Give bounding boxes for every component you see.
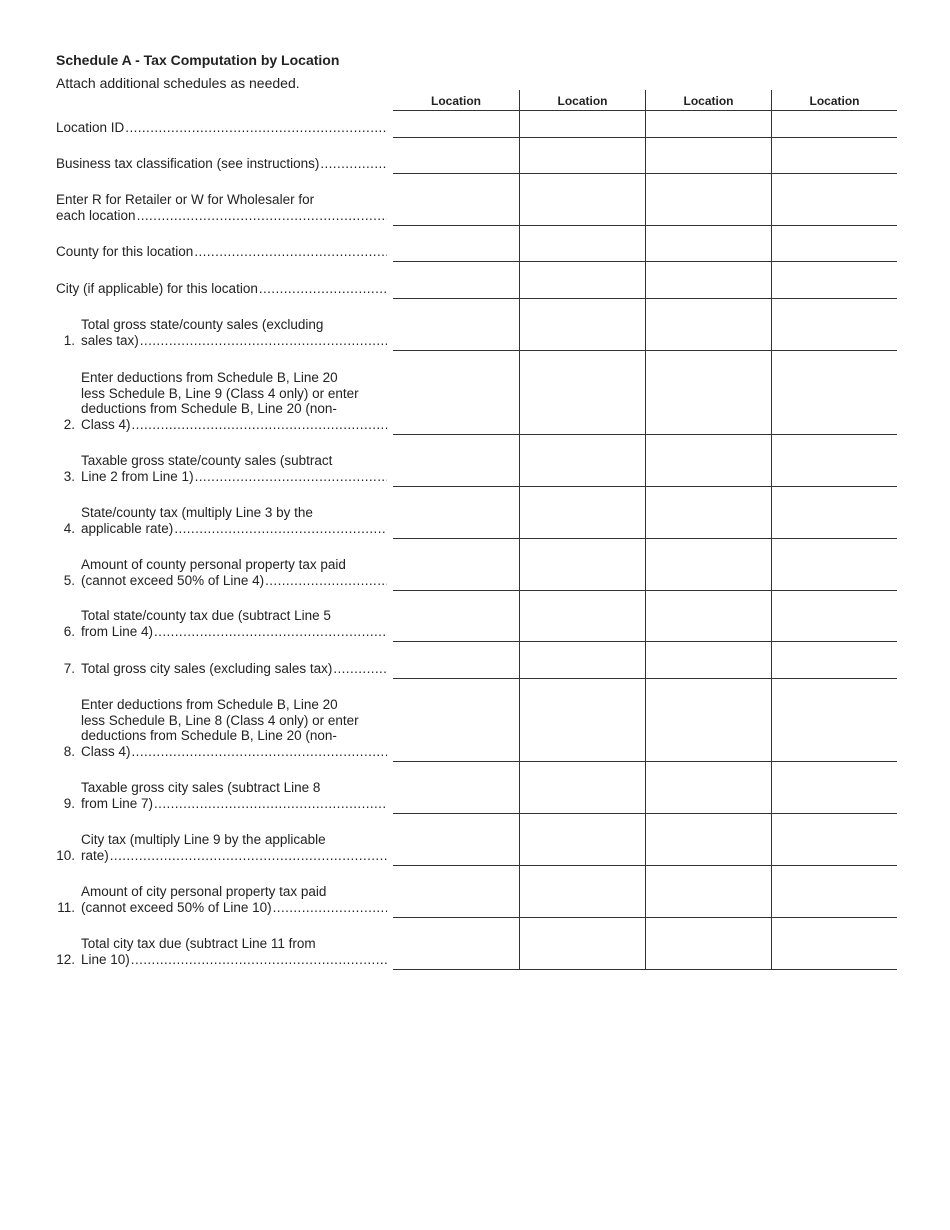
location-3-field[interactable]	[645, 866, 771, 918]
location-4-field[interactable]	[771, 299, 897, 351]
location-2-field[interactable]	[519, 642, 645, 679]
row-label-text: Enter deductions from Schedule B, Line 20	[81, 370, 338, 385]
column-headers	[393, 90, 897, 111]
column-header-location-1: Location	[393, 90, 519, 111]
row-label	[56, 505, 387, 536]
column-header-location-2: Location	[519, 90, 645, 111]
row-label	[56, 156, 387, 172]
line-number: 8.	[63, 743, 75, 759]
dot-leader	[131, 952, 387, 968]
dot-leader	[137, 208, 387, 224]
row-label-text: County for this location	[56, 243, 194, 259]
location-1-field[interactable]	[393, 679, 519, 762]
line-number: 1.	[63, 332, 75, 348]
dot-leader	[154, 796, 387, 812]
location-2-field[interactable]	[519, 435, 645, 487]
line-number: 9.	[63, 795, 75, 811]
location-3-field[interactable]	[645, 435, 771, 487]
location-1-field[interactable]	[393, 866, 519, 918]
row-label	[56, 608, 387, 639]
row-label-text: Amount of county personal property tax paid	[81, 557, 346, 572]
row-label-text: Class 4)	[81, 743, 131, 759]
row-label	[56, 936, 387, 967]
row-label-text: City (if applicable) for this location	[56, 280, 258, 296]
table-row	[0, 111, 950, 138]
row-label	[56, 281, 387, 297]
line-number: 10.	[56, 847, 75, 863]
line-number: 6.	[63, 623, 75, 639]
row-label-text: City tax (multiply Line 9 by the applicable	[81, 832, 326, 847]
row-label-text: Business tax classification (see instructions)	[56, 155, 320, 171]
location-1-field[interactable]	[393, 762, 519, 814]
table-row	[0, 262, 950, 299]
location-2-field[interactable]	[519, 918, 645, 970]
location-3-field[interactable]	[645, 762, 771, 814]
location-1-field[interactable]	[393, 918, 519, 970]
location-2-field[interactable]	[519, 351, 645, 435]
row-label-text: each location	[56, 207, 136, 223]
location-4-field[interactable]	[771, 174, 897, 226]
location-2-field[interactable]	[519, 111, 645, 138]
row-label	[56, 370, 387, 432]
row-label	[56, 317, 387, 348]
location-1-field[interactable]	[393, 351, 519, 435]
table-row	[0, 679, 950, 762]
location-3-field[interactable]	[645, 487, 771, 539]
location-3-field[interactable]	[645, 539, 771, 591]
row-label	[56, 780, 387, 811]
row-label-text: deductions from Schedule B, Line 20 (non-	[81, 728, 337, 743]
row-label-text: Line 2 from Line 1)	[81, 468, 194, 484]
location-2-field[interactable]	[519, 866, 645, 918]
row-label-text: Total gross state/county sales (excluding	[81, 317, 324, 332]
location-4-field[interactable]	[771, 866, 897, 918]
table-row	[0, 539, 950, 591]
table-row	[0, 299, 950, 351]
dot-leader	[333, 661, 387, 677]
row-label-text: deductions from Schedule B, Line 20 (non-	[81, 401, 337, 416]
row-label-text: Enter R for Retailer or W for Wholesaler for	[56, 192, 315, 207]
row-label-text: Total gross city sales (excluding sales tax)	[81, 660, 333, 676]
location-4-field[interactable]	[771, 262, 897, 299]
location-3-field[interactable]	[645, 111, 771, 138]
dot-leader	[154, 624, 387, 640]
line-number: 11.	[57, 899, 75, 915]
location-3-field[interactable]	[645, 814, 771, 866]
schedule-title: Schedule A - Tax Computation by Location	[56, 52, 340, 68]
row-label-text: Taxable gross state/county sales (subtract	[81, 453, 333, 468]
line-number: 12.	[56, 951, 75, 967]
dot-leader	[195, 469, 387, 485]
location-3-field[interactable]	[645, 138, 771, 174]
row-label	[56, 884, 387, 915]
line-number: 2.	[63, 416, 75, 432]
location-2-field[interactable]	[519, 814, 645, 866]
location-1-field[interactable]	[393, 814, 519, 866]
location-2-field[interactable]	[519, 591, 645, 642]
location-2-field[interactable]	[519, 679, 645, 762]
dot-leader	[132, 417, 387, 433]
row-label-text: Class 4)	[81, 416, 131, 432]
line-number: 5.	[63, 572, 75, 588]
location-2-field[interactable]	[519, 299, 645, 351]
line-number: 7.	[63, 660, 75, 676]
location-2-field[interactable]	[519, 174, 645, 226]
row-label-text: Line 10)	[81, 951, 130, 967]
location-1-field[interactable]	[393, 642, 519, 679]
schedule-subtitle: Attach additional schedules as needed.	[56, 75, 300, 91]
column-header-location-3: Location	[645, 90, 771, 111]
location-3-field[interactable]	[645, 299, 771, 351]
row-label-text: Total city tax due (subtract Line 11 from	[81, 936, 316, 951]
table-row	[0, 642, 950, 679]
location-3-field[interactable]	[645, 351, 771, 435]
location-4-field[interactable]	[771, 539, 897, 591]
row-label-text: Location ID	[56, 119, 125, 135]
location-4-field[interactable]	[771, 762, 897, 814]
row-label-text: (cannot exceed 50% of Line 4)	[81, 572, 265, 588]
column-header-location-4: Location	[771, 90, 897, 111]
dot-leader	[273, 900, 387, 916]
location-3-field[interactable]	[645, 679, 771, 762]
row-label	[56, 192, 387, 223]
dot-leader	[110, 848, 387, 864]
row-label-text: from Line 7)	[81, 795, 154, 811]
location-4-field[interactable]	[771, 111, 897, 138]
row-label-text: Amount of city personal property tax paid	[81, 884, 327, 899]
location-3-field[interactable]	[645, 918, 771, 970]
row-label-text: Taxable gross city sales (subtract Line 8	[81, 780, 321, 795]
dot-leader	[259, 281, 387, 297]
row-label	[56, 557, 387, 588]
dot-leader	[194, 244, 387, 260]
row-label-text: Enter deductions from Schedule B, Line 20	[81, 697, 338, 712]
location-3-field[interactable]	[645, 226, 771, 262]
row-label-text: from Line 4)	[81, 623, 154, 639]
location-2-field[interactable]	[519, 539, 645, 591]
location-2-field[interactable]	[519, 487, 645, 539]
location-1-field[interactable]	[393, 174, 519, 226]
row-label	[56, 697, 387, 759]
dot-leader	[265, 573, 387, 589]
location-2-field[interactable]	[519, 262, 645, 299]
row-label-text: applicable rate)	[81, 520, 174, 536]
location-4-field[interactable]	[771, 138, 897, 174]
line-number: 4.	[63, 520, 75, 536]
row-label-text: State/county tax (multiply Line 3 by the	[81, 505, 313, 520]
location-1-field[interactable]	[393, 299, 519, 351]
row-label-text: less Schedule B, Line 9 (Class 4 only) or enter	[81, 385, 359, 401]
row-label-text: rate)	[81, 847, 109, 863]
table-row	[0, 226, 950, 262]
table-row	[0, 435, 950, 487]
table-row	[0, 487, 950, 539]
location-4-field[interactable]	[771, 814, 897, 866]
dot-leader	[140, 333, 387, 349]
location-1-field[interactable]	[393, 487, 519, 539]
row-label-text: less Schedule B, Line 8 (Class 4 only) or enter	[81, 712, 359, 728]
location-4-field[interactable]	[771, 435, 897, 487]
row-label	[56, 832, 387, 863]
location-3-field[interactable]	[645, 174, 771, 226]
location-4-field[interactable]	[771, 642, 897, 679]
dot-leader	[132, 744, 387, 760]
location-1-field[interactable]	[393, 226, 519, 262]
location-1-field[interactable]	[393, 111, 519, 138]
row-label	[56, 661, 387, 677]
table-row	[0, 591, 950, 642]
location-3-field[interactable]	[645, 262, 771, 299]
row-label	[56, 244, 387, 260]
location-3-field[interactable]	[645, 642, 771, 679]
location-4-field[interactable]	[771, 226, 897, 262]
location-4-field[interactable]	[771, 918, 897, 970]
location-4-field[interactable]	[771, 351, 897, 435]
location-4-field[interactable]	[771, 591, 897, 642]
dot-leader	[320, 156, 387, 172]
table-row	[0, 174, 950, 226]
row-label-text: sales tax)	[81, 332, 139, 348]
location-2-field[interactable]	[519, 226, 645, 262]
location-1-field[interactable]	[393, 138, 519, 174]
location-1-field[interactable]	[393, 435, 519, 487]
table-row	[0, 918, 950, 970]
table-row	[0, 138, 950, 174]
location-4-field[interactable]	[771, 487, 897, 539]
line-number: 3.	[63, 468, 75, 484]
row-label-text: Total state/county tax due (subtract Line 5	[81, 608, 331, 623]
location-1-field[interactable]	[393, 539, 519, 591]
dot-leader	[125, 120, 387, 136]
table-row	[0, 762, 950, 814]
row-label	[56, 453, 387, 484]
location-1-field[interactable]	[393, 262, 519, 299]
location-2-field[interactable]	[519, 138, 645, 174]
location-4-field[interactable]	[771, 679, 897, 762]
location-2-field[interactable]	[519, 762, 645, 814]
dot-leader	[174, 521, 387, 537]
schedule-rows	[0, 111, 950, 970]
row-label-text: (cannot exceed 50% of Line 10)	[81, 899, 272, 915]
table-row	[0, 351, 950, 435]
location-1-field[interactable]	[393, 591, 519, 642]
table-row	[0, 866, 950, 918]
table-row	[0, 814, 950, 866]
row-label	[56, 120, 387, 136]
location-3-field[interactable]	[645, 591, 771, 642]
